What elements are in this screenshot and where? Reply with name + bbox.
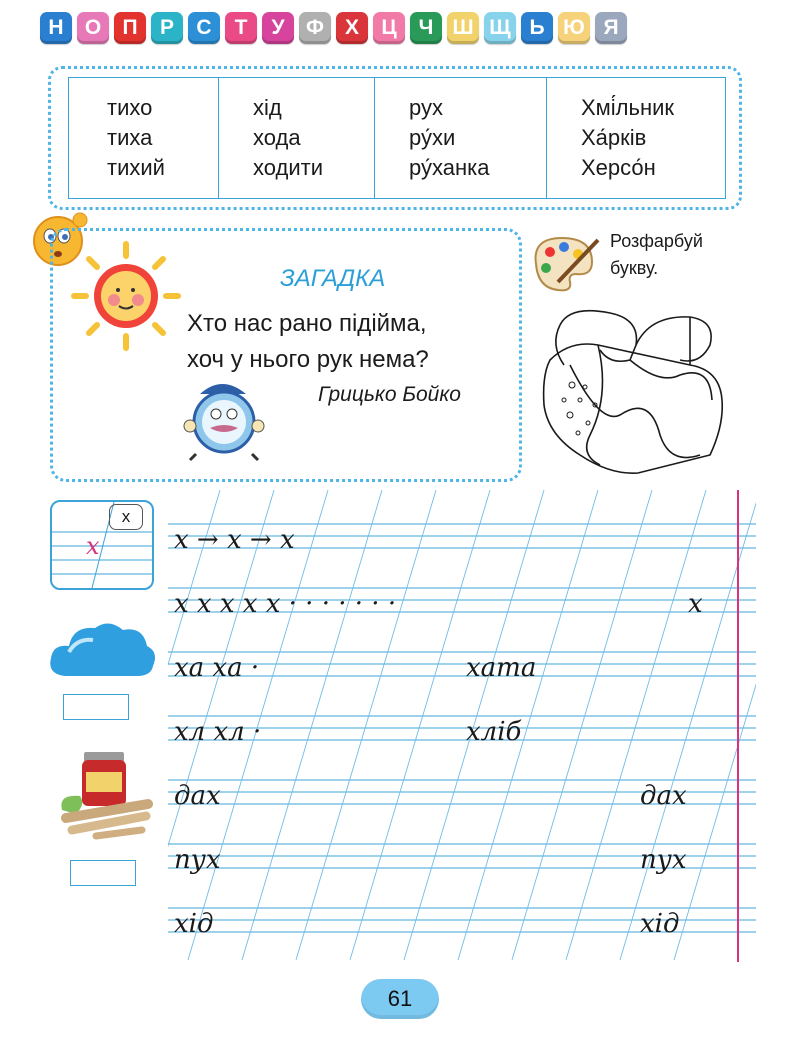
alphabet-letter-tile: Ь — [521, 12, 553, 44]
alphabet-letter-tile: Я — [595, 12, 627, 44]
alarm-clock-icon — [182, 376, 266, 462]
paint-palette-icon — [528, 232, 606, 296]
handwriting-row-left: дах — [174, 781, 221, 811]
alphabet-letter-tile: Н — [40, 12, 72, 44]
alphabet-letter-tile: П — [114, 12, 146, 44]
handwriting-row-left: х → х → х — [174, 525, 295, 555]
handwriting-row-left: хл хл · — [174, 717, 262, 747]
alphabet-letter-tile: Ц — [373, 12, 405, 44]
alphabet-strip — [40, 12, 627, 44]
handwriting-row-left: х х х х х · · · · · · · — [174, 589, 397, 619]
riddle-line-2: хоч у нього рук нема? — [187, 346, 429, 373]
handwriting-row-right: пух — [640, 845, 687, 875]
alphabet-letter-tile: Ч — [410, 12, 442, 44]
handwriting-row-right: хід — [640, 909, 680, 939]
alphabet-letter-tile: Ш — [447, 12, 479, 44]
alphabet-letter-tile: Ф — [299, 12, 331, 44]
word-column-2: хід хода ходити — [219, 78, 375, 199]
alphabet-letter-tile: Ю — [558, 12, 590, 44]
riddle-title: ЗАГАДКА — [280, 265, 386, 292]
riddle-author: Грицько Бойко — [318, 383, 461, 406]
alphabet-letter-tile: Щ — [484, 12, 516, 44]
handwriting-row-left: пух — [174, 845, 221, 875]
handwriting-row-right: хата — [466, 653, 537, 683]
word-table-frame — [48, 66, 742, 210]
handwriting-row-right: дах — [640, 781, 687, 811]
sun-icon — [70, 240, 182, 352]
alphabet-letter-tile: Т — [225, 12, 257, 44]
page-number: 61 — [361, 979, 439, 1019]
letter-card-script: х — [86, 532, 100, 560]
riddle-line-1: Хто нас рано підійма, — [187, 310, 427, 337]
word-column-1: тихо тиха тихий — [69, 78, 219, 199]
alphabet-letter-tile: Х — [336, 12, 368, 44]
handwriting-row-right: хліб — [466, 717, 522, 747]
word-column-3: рух ру́хи ру́ханка — [375, 78, 547, 199]
alphabet-letter-tile: С — [188, 12, 220, 44]
alphabet-letter-tile: У — [262, 12, 294, 44]
word-table — [68, 77, 726, 199]
handwriting-practice-area — [0, 480, 800, 970]
coloring-instruction: Розфарбуй букву. — [610, 231, 703, 278]
handwriting-row-left: ха ха · — [174, 653, 260, 683]
alphabet-letter-tile: О — [77, 12, 109, 44]
alphabet-letter-tile: Р — [151, 12, 183, 44]
letter-card-printed: х — [109, 504, 143, 530]
handwriting-row-right: х — [688, 589, 703, 619]
bread-coloring-picture — [540, 305, 730, 477]
handwriting-row-left: хід — [174, 909, 214, 939]
word-column-4: Хмі́льник Ха́рків Херсо́н — [547, 78, 726, 199]
